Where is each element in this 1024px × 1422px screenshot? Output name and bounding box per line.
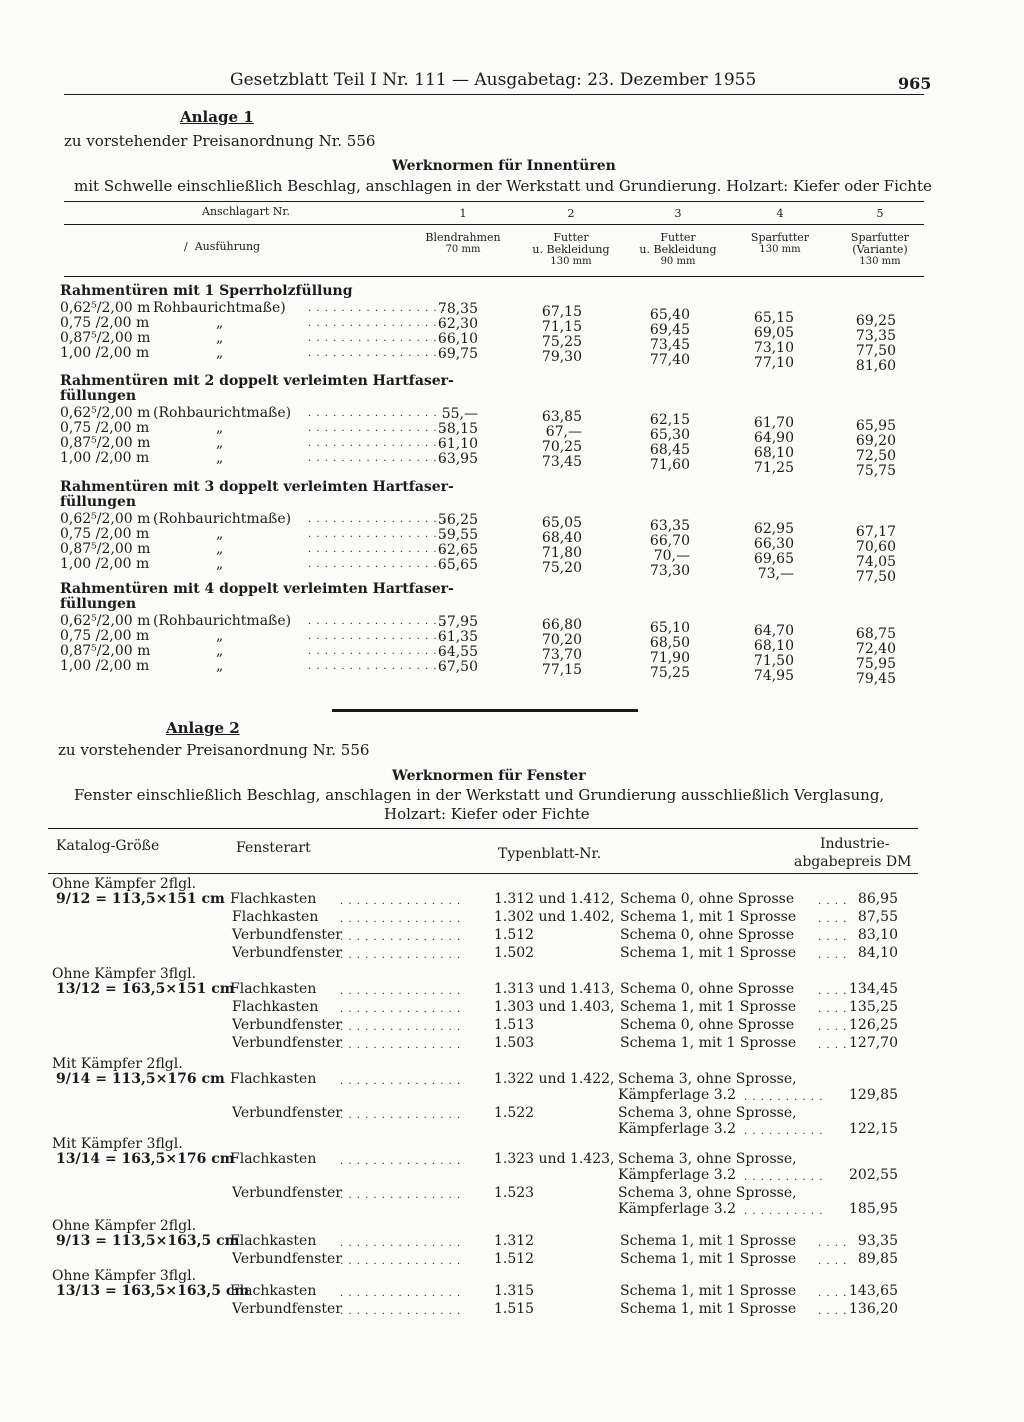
price: 143,65: [849, 1283, 898, 1299]
dot-leader: . . . . . . . . . . . . . . . . .: [308, 661, 446, 672]
row-note: „: [216, 315, 224, 331]
katalog-size: 13/12 = 163,5×151 cm: [56, 981, 235, 997]
slash-mark: /: [184, 240, 195, 253]
price-cell: 71,25: [753, 460, 794, 476]
price: 93,35: [857, 1233, 898, 1249]
price-cell: 65,40: [649, 307, 690, 323]
price-cell: 77,50: [855, 343, 896, 359]
table1-sub-rule: [64, 224, 924, 225]
price-cell: 64,70: [753, 623, 794, 639]
price-cell: 64,90: [753, 430, 794, 446]
schema: Schema 0, ohne Sprosse: [620, 1017, 795, 1033]
fensterart: Flachkasten: [230, 1151, 317, 1167]
price-cell: 61,35: [437, 629, 478, 645]
schema: Schema 1, mit 1 Sprosse: [620, 1035, 797, 1051]
anlage2-ref: zu vorstehender Preisanordnung Nr. 556: [58, 741, 370, 759]
price-cell: 64,55: [437, 644, 478, 660]
price-cell: 66,30: [753, 536, 794, 552]
schema: Schema 1, mit 1 Sprosse: [620, 1251, 797, 1267]
typenblatt: 1.522: [494, 1105, 535, 1121]
price-cell: 62,30: [437, 316, 478, 332]
price-cell: 73,35: [855, 328, 896, 344]
table2-header-rule: [48, 873, 918, 874]
katalog-size: 9/13 = 113,5×163,5 cm: [56, 1233, 240, 1249]
dot-leader: . . . . . . . . . .: [744, 1206, 824, 1217]
row-note: „: [216, 556, 224, 572]
katalog-group: Ohne Kämpfer 3flgl.: [52, 966, 197, 982]
dot-leader: . . . .: [818, 1040, 848, 1051]
row-size: 0,75 /2,00 m: [60, 526, 150, 542]
dot-leader: . . . . . . . . . . . . . . . . .: [308, 529, 446, 540]
schema: Schema 3, ohne Sprosse,: [618, 1071, 797, 1087]
price-cell: 73,30: [649, 563, 690, 579]
schema-kaempferlage: Kämpferlage 3.2: [618, 1121, 736, 1137]
dot-leader: . . . .: [818, 986, 848, 997]
price-cell: 78,35: [437, 301, 478, 317]
column-header-name: Sparfutter: [750, 231, 810, 244]
schema-kaempferlage: Kämpferlage 3.2: [618, 1087, 736, 1103]
dot-leader: . . . .: [818, 1004, 848, 1015]
price-cell: 65,65: [437, 557, 478, 573]
price-cell: 71,15: [541, 319, 582, 335]
column-header-sub: 130 mm: [550, 256, 592, 267]
dot-leader: . . . . . . . . . . . . . . . . .: [308, 348, 446, 359]
hdr-typenblatt: Typenblatt-Nr.: [498, 846, 602, 862]
price-cell: 69,20: [855, 433, 896, 449]
dot-leader: . . . . . . . . . .: [744, 1126, 824, 1137]
dot-leader: . . . .: [818, 1256, 848, 1267]
price-cell: 65,30: [649, 427, 690, 443]
price-cell: 70,25: [541, 439, 582, 455]
dot-leader: . . . . . . . . . . . . . . .: [340, 1306, 462, 1317]
price-cell: 73,10: [753, 340, 794, 356]
column-header-name: Futter u. Bekleidung: [532, 231, 610, 256]
dot-leader: . . . . . . . . . . . . . . . . .: [308, 453, 446, 464]
price-cell: 57,95: [437, 614, 478, 630]
price-cell: 75,25: [649, 665, 690, 681]
hdr-katalog: Katalog-Größe: [56, 838, 160, 854]
typenblatt: 1.502: [494, 945, 535, 961]
price: 86,95: [857, 891, 898, 907]
dot-leader: . . . . . . . . . . . . . . .: [340, 914, 462, 925]
price-cell: 73,45: [541, 454, 582, 470]
price: 89,85: [857, 1251, 898, 1267]
schema-kaempferlage: Kämpferlage 3.2: [618, 1201, 736, 1217]
anlage1-desc: mit Schwelle einschließlich Beschlag, anschlagen in der Werkstatt und Grundierung. Holzart: Kiefer oder Fichte: [74, 177, 932, 195]
schema: Schema 3, ohne Sprosse,: [618, 1185, 797, 1201]
price-cell: 58,15: [437, 421, 478, 437]
price-cell: 71,60: [649, 457, 690, 473]
schema: Schema 0, ohne Sprosse: [620, 891, 795, 907]
price: 136,20: [849, 1301, 898, 1317]
dot-leader: . . . .: [818, 950, 848, 961]
dot-leader: . . . . . . . . . . . . . . . . .: [308, 616, 446, 627]
dot-leader: . . . .: [818, 1238, 848, 1249]
row-size: 0,87⁵/2,00 m: [60, 541, 151, 557]
column-header-sub: 130 mm: [859, 256, 901, 267]
section-title: Rahmentüren mit 3 doppelt verleimten Hartfaser- füllungen: [60, 479, 454, 510]
price-cell: 71,80: [541, 545, 582, 561]
dot-leader: . . . . . . . . . . . . . . .: [340, 1076, 462, 1087]
schema: Schema 3, ohne Sprosse,: [618, 1105, 797, 1121]
column-header: [405, 232, 521, 256]
schema: Schema 0, ohne Sprosse: [620, 981, 795, 997]
price-cell: 66,70: [649, 533, 690, 549]
column-header-sub: 130 mm: [759, 244, 801, 255]
row-note: Rohbaurichtmaße): [153, 300, 286, 316]
price-cell: 66,80: [541, 617, 582, 633]
price-cell: 77,10: [753, 355, 794, 371]
price-cell: 59,55: [437, 527, 478, 543]
price-cell: 71,90: [649, 650, 690, 666]
ausfuehrung-text: Ausführung: [194, 240, 261, 253]
header-rule: [64, 94, 924, 95]
price-cell: 61,10: [437, 436, 478, 452]
fensterart: Flachkasten: [230, 1283, 317, 1299]
schema: Schema 3, ohne Sprosse,: [618, 1151, 797, 1167]
schema: Schema 1, mit 1 Sprosse: [620, 909, 797, 925]
price-cell: 75,95: [855, 656, 896, 672]
section-title: Rahmentüren mit 2 doppelt verleimten Hartfaser- füllungen: [60, 373, 454, 404]
hdr-fensterart: Fensterart: [236, 840, 311, 856]
price-cell: 69,75: [437, 346, 478, 362]
price-cell: 68,75: [855, 626, 896, 642]
price-cell: 65,05: [541, 515, 582, 531]
dot-leader: . . . . . . . . . . . . . . . . .: [308, 514, 446, 525]
fensterart: Flachkasten: [230, 891, 317, 907]
row-size: 0,75 /2,00 m: [60, 628, 150, 644]
price: 87,55: [857, 909, 898, 925]
dot-leader: . . . . . . . . . . . . . . .: [340, 932, 462, 943]
price-cell: 63,85: [541, 409, 582, 425]
dot-leader: . . . .: [818, 1306, 848, 1317]
dot-leader: . . . . . . . . . . . . . . .: [340, 1156, 462, 1167]
price-cell: 77,40: [649, 352, 690, 368]
price-cell: 65,10: [649, 620, 690, 636]
dot-leader: . . . . . . . . . . . . . . .: [340, 1288, 462, 1299]
page-header: Gesetzblatt Teil I Nr. 111 — Ausgabetag: 23. Dezember 1955: [230, 70, 757, 90]
price-cell: 67,—: [545, 424, 582, 440]
typenblatt: 1.512: [494, 1251, 535, 1267]
row-note: „: [216, 643, 224, 659]
price-cell: 75,75: [855, 463, 896, 479]
column-header-name: Blendrahmen: [425, 231, 501, 244]
schema-kaempferlage: Kämpferlage 3.2: [618, 1167, 736, 1183]
typenblatt: 1.513: [494, 1017, 535, 1033]
dot-leader: . . . . . . . . . . . . . . .: [340, 1040, 462, 1051]
fensterart: Verbundfenster: [232, 1185, 343, 1201]
dot-leader: . . . . . . . . . . . . . . .: [340, 1022, 462, 1033]
row-note: „: [216, 658, 224, 674]
dot-leader: . . . . . . . . . . . . . . .: [340, 950, 462, 961]
price-cell: 79,30: [541, 349, 582, 365]
typenblatt: 1.312: [494, 1233, 535, 1249]
fensterart: Verbundfenster: [232, 1251, 343, 1267]
section-title: Rahmentüren mit 1 Sperrholzfüllung: [60, 283, 353, 299]
column-header-sub: 90 mm: [660, 256, 696, 267]
price-cell: 68,50: [649, 635, 690, 651]
row-size: 1,00 /2,00 m: [60, 450, 150, 466]
typenblatt: 1.315: [494, 1283, 535, 1299]
price-cell: 70,20: [541, 632, 582, 648]
row-size: 0,62⁵/2,00 m: [60, 613, 151, 629]
katalog-group: Ohne Kämpfer 2flgl.: [52, 1218, 197, 1234]
column-header: [620, 232, 736, 268]
dot-leader: . . . . . . . . . . . . . . .: [340, 1190, 462, 1201]
dot-leader: . . . . . . . . . . . . . . . . .: [308, 438, 446, 449]
row-size: 1,00 /2,00 m: [60, 345, 150, 361]
anlage2-label: Anlage 2: [166, 719, 240, 737]
price-cell: 72,40: [855, 641, 896, 657]
dot-leader: . . . .: [818, 1022, 848, 1033]
row-note: „: [216, 541, 224, 557]
fensterart: Verbundfenster: [232, 927, 343, 943]
row-size: 0,87⁵/2,00 m: [60, 435, 151, 451]
dot-leader: . . . . . . . . . . . . . . . . .: [308, 423, 446, 434]
price-cell: 69,25: [855, 313, 896, 329]
dot-leader: . . . . . . . . . . . . . . .: [340, 896, 462, 907]
anlage2-desc1: Fenster einschließlich Beschlag, anschlagen in der Werkstatt und Grundierung ausschließlich Verglasung,: [74, 786, 885, 804]
typenblatt: 1.313 und 1.413,: [494, 981, 615, 997]
price: 135,25: [849, 999, 898, 1015]
fensterart: Flachkasten: [230, 981, 317, 997]
price-cell: 62,15: [649, 412, 690, 428]
price-cell: 73,—: [757, 566, 794, 582]
price-cell: 70,60: [855, 539, 896, 555]
anlage2-title: Werknormen für Fenster: [392, 768, 586, 784]
dot-leader: . . . . . . . . . . . . . . .: [340, 1110, 462, 1121]
table2-top-rule: [48, 828, 918, 829]
column-header-sub: 70 mm: [445, 244, 481, 255]
dot-leader: . . . . . . . . . . . . . . . . .: [308, 559, 446, 570]
fensterart: Verbundfenster: [232, 1035, 343, 1051]
column-number: 3: [674, 207, 682, 220]
price-cell: 68,45: [649, 442, 690, 458]
price-cell: 65,95: [855, 418, 896, 434]
katalog-group: Mit Kämpfer 2flgl.: [52, 1056, 183, 1072]
column-header-name: Futter u. Bekleidung: [639, 231, 717, 256]
row-size: 0,87⁵/2,00 m: [60, 643, 151, 659]
table1-header-rule: [64, 276, 924, 277]
dot-leader: . . . . . . . . . .: [744, 1172, 824, 1183]
anlage1-ref: zu vorstehender Preisanordnung Nr. 556: [64, 132, 376, 150]
price-cell: 74,05: [855, 554, 896, 570]
katalog-size: 9/12 = 113,5×151 cm: [56, 891, 225, 907]
fensterart: Flachkasten: [230, 1071, 317, 1087]
price-cell: 62,65: [437, 542, 478, 558]
fensterart: Flachkasten: [232, 999, 319, 1015]
dot-leader: . . . .: [818, 1288, 848, 1299]
row-note: „: [216, 330, 224, 346]
row-note: „: [216, 345, 224, 361]
dot-leader: . . . . . . . . . . . . . . . . .: [308, 303, 446, 314]
row-note: „: [216, 526, 224, 542]
row-size: 0,75 /2,00 m: [60, 420, 150, 436]
typenblatt: 1.302 und 1.402,: [494, 909, 615, 925]
schema: Schema 1, mit 1 Sprosse: [620, 999, 797, 1015]
dot-leader: . . . . . . . . . . . . . . . . .: [308, 544, 446, 555]
row-size: 0,62⁵/2,00 m: [60, 511, 151, 527]
dot-leader: . . . . . . . . . . . . . . . . .: [308, 408, 446, 419]
dot-leader: . . . . . . . . . . . . . . . . .: [308, 333, 446, 344]
price-cell: 55,—: [441, 406, 478, 422]
dot-leader: . . . . . . . . . . . . . . .: [340, 1004, 462, 1015]
dot-leader: . . . .: [818, 914, 848, 925]
typenblatt: 1.503: [494, 1035, 535, 1051]
katalog-size: 13/14 = 163,5×176 cm: [56, 1151, 235, 1167]
anschlagart-label: Anschlagart Nr.: [202, 205, 290, 218]
katalog-group: Mit Kämpfer 3flgl.: [52, 1136, 183, 1152]
price-cell: 67,15: [541, 304, 582, 320]
price: 129,85: [849, 1087, 898, 1103]
column-number: 1: [459, 207, 467, 220]
anlage1-label: Anlage 1: [180, 108, 254, 126]
section-title: Rahmentüren mit 4 doppelt verleimten Hartfaser- füllungen: [60, 581, 454, 612]
row-note: „: [216, 450, 224, 466]
price-cell: 68,10: [753, 445, 794, 461]
dot-leader: . . . . . . . . . . . . . . . . .: [308, 646, 446, 657]
price-cell: 81,60: [855, 358, 896, 374]
schema: Schema 1, mit 1 Sprosse: [620, 1301, 797, 1317]
schema: Schema 1, mit 1 Sprosse: [620, 1233, 797, 1249]
price: 134,45: [849, 981, 898, 997]
price-cell: 73,45: [649, 337, 690, 353]
dot-leader: . . . . . . . . . . . . . . .: [340, 986, 462, 997]
typenblatt: 1.303 und 1.403,: [494, 999, 615, 1015]
typenblatt: 1.312 und 1.412,: [494, 891, 615, 907]
row-size: 1,00 /2,00 m: [60, 658, 150, 674]
ausfuehrung-label: [184, 241, 260, 253]
price: 83,10: [857, 927, 898, 943]
row-note: (Rohbaurichtmaße): [153, 613, 292, 629]
price-cell: 68,40: [541, 530, 582, 546]
row-note: (Rohbaurichtmaße): [153, 511, 292, 527]
price-cell: 70,—: [653, 548, 690, 564]
row-size: 0,87⁵/2,00 m: [60, 330, 151, 346]
price-cell: 77,50: [855, 569, 896, 585]
typenblatt: 1.322 und 1.422,: [494, 1071, 615, 1087]
column-number: 5: [876, 207, 884, 220]
fensterart: Verbundfenster: [232, 945, 343, 961]
price-cell: 63,95: [437, 451, 478, 467]
row-size: 0,62⁵/2,00 m: [60, 300, 151, 316]
fensterart: Verbundfenster: [232, 1301, 343, 1317]
row-note: „: [216, 420, 224, 436]
row-note: „: [216, 628, 224, 644]
row-size: 1,00 /2,00 m: [60, 556, 150, 572]
dot-leader: . . . .: [818, 932, 848, 943]
anlage2-desc2: Holzart: Kiefer oder Fichte: [384, 805, 590, 823]
dot-leader: . . . . . . . . . . . . . . .: [340, 1238, 462, 1249]
price-cell: 69,05: [753, 325, 794, 341]
typenblatt: 1.512: [494, 927, 535, 943]
price-cell: 65,15: [753, 310, 794, 326]
price-cell: 68,10: [753, 638, 794, 654]
fensterart: Flachkasten: [232, 909, 319, 925]
price-cell: 75,25: [541, 334, 582, 350]
fensterart: Verbundfenster: [232, 1017, 343, 1033]
hdr-preis-1: Industrie-: [820, 836, 890, 852]
row-size: 0,75 /2,00 m: [60, 315, 150, 331]
katalog-size: 9/14 = 113,5×176 cm: [56, 1071, 225, 1087]
row-size: 0,62⁵/2,00 m: [60, 405, 151, 421]
price: 185,95: [849, 1201, 898, 1217]
dot-leader: . . . . . . . . . . . . . . .: [340, 1256, 462, 1267]
fensterart: Flachkasten: [230, 1233, 317, 1249]
column-number: 4: [776, 207, 784, 220]
column-header-name: Sparfutter (Variante): [850, 231, 910, 256]
price: 84,10: [857, 945, 898, 961]
hdr-preis-2: abgabepreis DM: [794, 854, 912, 870]
price: 202,55: [849, 1167, 898, 1183]
column-header: [722, 232, 838, 256]
price-cell: 74,95: [753, 668, 794, 684]
price-cell: 71,50: [753, 653, 794, 669]
price-cell: 56,25: [437, 512, 478, 528]
katalog-size: 13/13 = 163,5×163,5 cm: [56, 1283, 250, 1299]
dot-leader: . . . .: [818, 896, 848, 907]
price-cell: 69,45: [649, 322, 690, 338]
price: 122,15: [849, 1121, 898, 1137]
price-cell: 79,45: [855, 671, 896, 687]
price-cell: 63,35: [649, 518, 690, 534]
price: 126,25: [849, 1017, 898, 1033]
price-cell: 62,95: [753, 521, 794, 537]
typenblatt: 1.515: [494, 1301, 535, 1317]
schema: Schema 0, ohne Sprosse: [620, 927, 795, 943]
price-cell: 67,17: [855, 524, 896, 540]
column-number: 2: [567, 207, 575, 220]
anlage1-title: Werknormen für Innentüren: [392, 158, 616, 174]
typenblatt: 1.323 und 1.423,: [494, 1151, 615, 1167]
price: 127,70: [849, 1035, 898, 1051]
price-cell: 69,65: [753, 551, 794, 567]
row-note: (Rohbaurichtmaße): [153, 405, 292, 421]
section-divider: [332, 709, 638, 712]
schema: Schema 1, mit 1 Sprosse: [620, 1283, 797, 1299]
price-cell: 75,20: [541, 560, 582, 576]
dot-leader: . . . . . . . . . . . . . . . . .: [308, 318, 446, 329]
typenblatt: 1.523: [494, 1185, 535, 1201]
table1-top-rule: [64, 201, 924, 202]
price-cell: 61,70: [753, 415, 794, 431]
katalog-group: Ohne Kämpfer 2flgl.: [52, 876, 197, 892]
price-cell: 66,10: [437, 331, 478, 347]
katalog-group: Ohne Kämpfer 3flgl.: [52, 1268, 197, 1284]
price-cell: 73,70: [541, 647, 582, 663]
price-cell: 72,50: [855, 448, 896, 464]
dot-leader: . . . . . . . . . .: [744, 1092, 824, 1103]
page-number: 965: [898, 74, 932, 93]
price-cell: 77,15: [541, 662, 582, 678]
schema: Schema 1, mit 1 Sprosse: [620, 945, 797, 961]
dot-leader: . . . . . . . . . . . . . . . . .: [308, 631, 446, 642]
fensterart: Verbundfenster: [232, 1105, 343, 1121]
column-header: [822, 232, 938, 268]
row-note: „: [216, 435, 224, 451]
price-cell: 67,50: [437, 659, 478, 675]
column-header: [513, 232, 629, 268]
